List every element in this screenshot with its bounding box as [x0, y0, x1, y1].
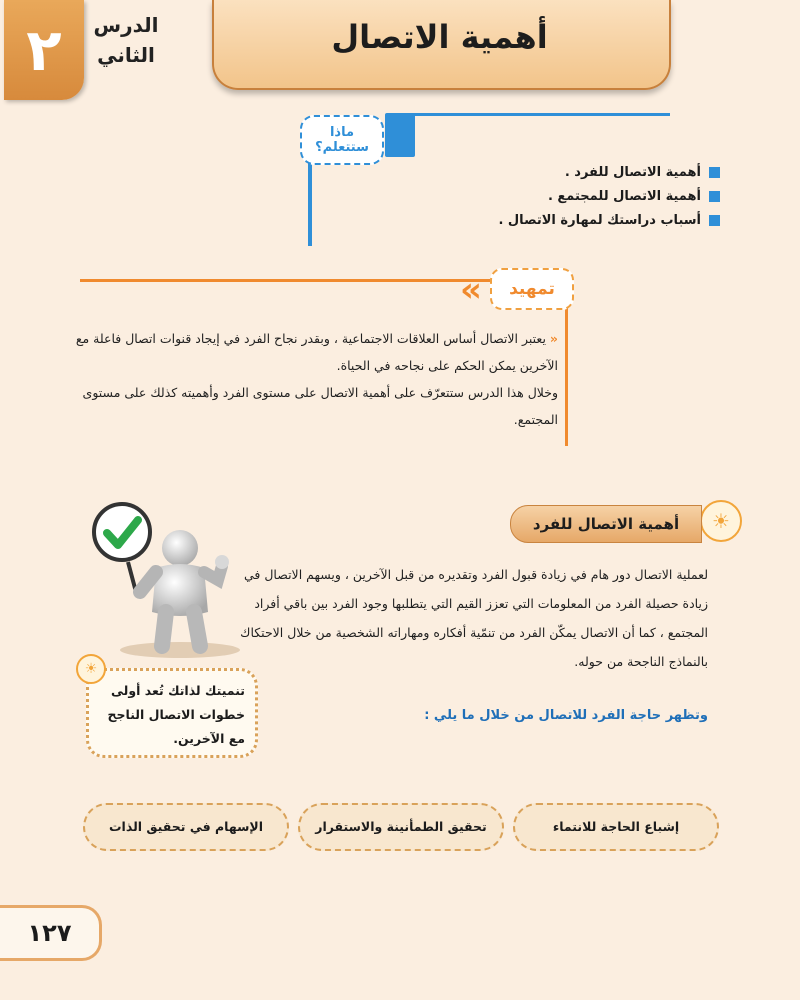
page-title: أهمية الاتصال	[331, 18, 548, 56]
square-bullet-icon	[709, 215, 720, 226]
list-item	[480, 184, 720, 208]
intro-text	[60, 325, 558, 433]
learn-label-line1: ماذا	[329, 125, 355, 140]
section-paragraph: لعملية الاتصال دور هام في زيادة قبول الفرد وتقديره من قبل الآخرين ، ويسهم الاتصال في زيادة حصيلة الفرد من المعلومات التي تعزز القيم التي يتطلبها وجود الفرد بين باقي أفراد المجتمع ، كما أن الاتصال يمكّن الفرد من تنمّية أفكاره ومهاراته الشخصية من خلال الاحتكاك بالنماذج الناجحة من حوله.	[240, 567, 708, 669]
lesson-label-line2: الثاني	[97, 43, 155, 67]
section-heading: أهمية الاتصال للفرد	[510, 505, 702, 543]
square-bullet-icon	[709, 191, 720, 202]
intro-divider-horizontal	[80, 279, 490, 282]
learn-label-line2: ستتعلم؟	[315, 140, 369, 155]
list-item-text: أسباب دراستك لمهارة الاتصال .	[498, 212, 701, 228]
intro-paragraph-1-text: يعتبر الاتصال أساس العلاقات الاجتماعية ، وبقدر نجاح الفرد في إيجاد قنوات اتصال فاعلة مع الآخرين يمكن الحكم على نجاحه في الحياة.	[75, 331, 558, 373]
person-checkmark-figure	[80, 500, 255, 660]
intro-divider-vertical	[565, 300, 568, 446]
need-line: وتظهر حاجة الفرد للاتصال من خلال ما يلي :	[424, 708, 708, 723]
double-chevron-icon: «	[460, 270, 482, 310]
bookmark-icon	[385, 113, 415, 157]
intro-paragraph-2: وخلال هذا الدرس ستتعرّف على أهمية الاتصال على مستوى الفرد وأهميته كذلك على مستوى المجتمع.	[82, 385, 558, 427]
square-bullet-icon	[709, 167, 720, 178]
lightbulb-icon: ☀	[76, 654, 106, 684]
learn-label-bubble	[300, 115, 384, 165]
intro-label: تمهيد	[490, 268, 574, 310]
lesson-number-tab	[4, 0, 84, 100]
lesson-label-line1: الدرس	[93, 13, 159, 37]
list-item-text: أهمية الاتصال للفرد .	[564, 164, 701, 180]
check-sign	[94, 504, 150, 560]
need-pill: إشباع الحاجة للانتماء	[513, 803, 719, 851]
learn-list	[480, 160, 720, 232]
learn-divider-horizontal	[402, 113, 670, 116]
page-number: ١٢٧	[0, 905, 102, 961]
figure-head	[162, 530, 198, 566]
need-pill: الإسهام في تحقيق الذات	[83, 803, 289, 851]
need-pill: تحقيق الطمأنينة والاستقرار	[298, 803, 504, 851]
intro-paragraph-1	[60, 325, 558, 379]
list-item-text: أهمية الاتصال للمجتمع .	[547, 188, 701, 204]
lesson-label	[86, 10, 166, 70]
list-item	[480, 160, 720, 184]
chevron-bullet-icon: «	[549, 331, 558, 346]
lightbulb-icon: ☀	[700, 500, 742, 542]
tip-box: تنميتك لذاتك تُعد أولى خطوات الاتصال الناجح مع الآخرين.	[86, 668, 258, 758]
lesson-number: ٢	[26, 16, 62, 84]
list-item	[480, 208, 720, 232]
